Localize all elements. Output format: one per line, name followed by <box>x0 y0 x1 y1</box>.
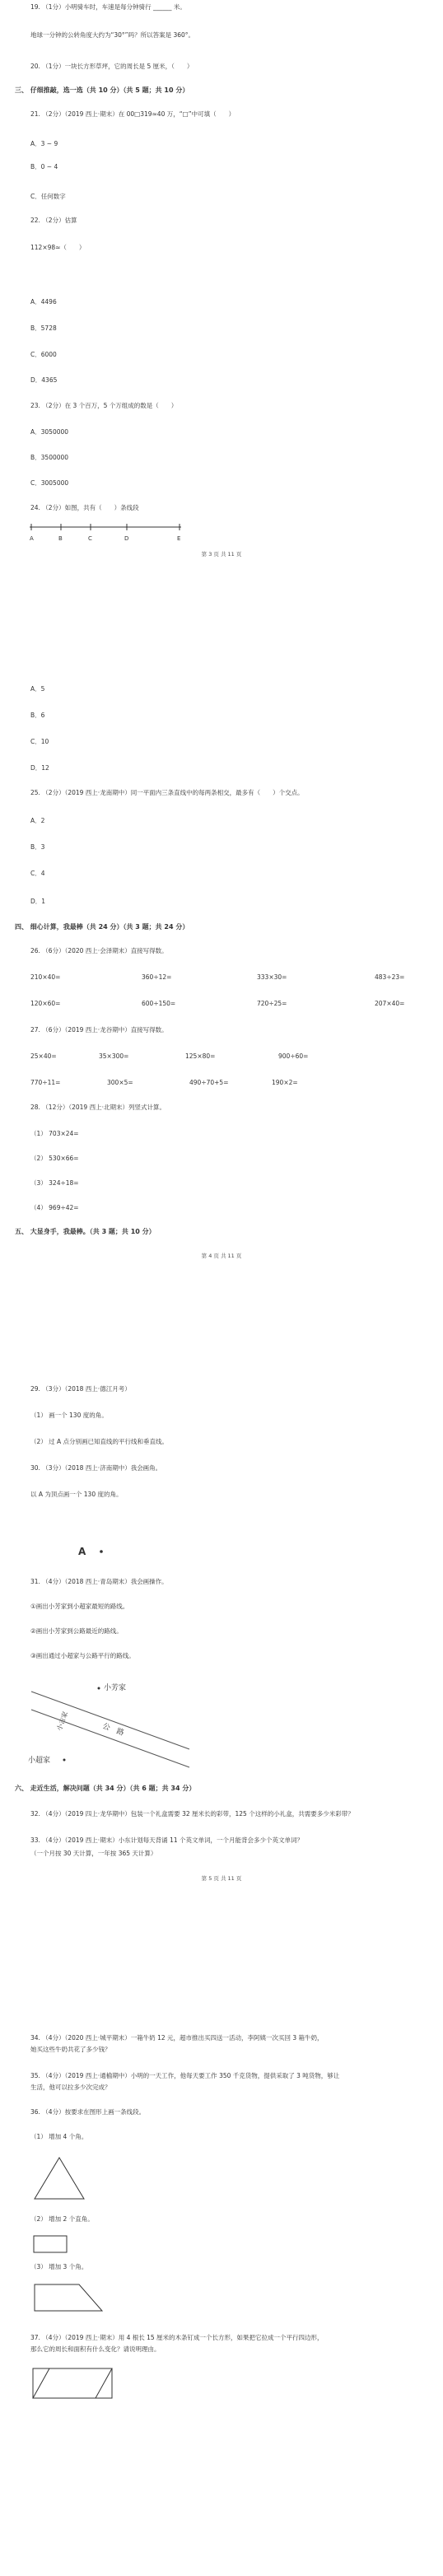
question-29: 29. （3分）（2018 西上·德江月考） <box>30 1385 131 1393</box>
calc-cell: 490÷70+5= <box>189 1079 229 1086</box>
question-27: 27. （6分）（2019 西上·龙谷期中）直接写得数。 <box>30 1026 168 1034</box>
question-25: 25. （2分）（2019 西上·龙南期中）同一平面内三条直线中的每两条相交，最多有（ ）个交点。 <box>30 789 304 796</box>
section-5-heading: 五、 大显身手，我最棒。（共 3 题；共 10 分） <box>15 1228 156 1235</box>
calc-cell: 210×40= <box>30 973 61 981</box>
calc-cell: 190×2= <box>272 1079 298 1086</box>
point-label-a: A <box>30 535 34 542</box>
rectangle-figure <box>33 2235 69 2255</box>
question-19-line-2: 地球一分钟的公转角度大约为“30°”吗？所以答案是 360°。 <box>30 31 195 39</box>
question-37: 37. （4分）（2019 西上·期末）用 4 根长 15 厘米的木条钉成一个长方形，如果把它拉成一个平行四边形， <box>30 2334 324 2341</box>
question-21-option-c: C．任何数字 <box>30 193 66 200</box>
option-b: B．6 <box>30 712 45 719</box>
calc-cell: 207×40= <box>375 1000 405 1007</box>
question-30: 30. （3分）（2018 西上·济南期中）我会画角。 <box>30 1464 162 1472</box>
road-label: 公 路 <box>100 1722 125 1738</box>
question-31-step-3: ③画出通过小超家与公路平行的路线。 <box>30 1652 135 1659</box>
question-31-step-2: ②画出小芳家到公路最近的路线。 <box>30 1627 123 1635</box>
calc-cell: 900÷60= <box>278 1052 309 1060</box>
calc-cell: 25×40= <box>30 1052 57 1060</box>
trapezoid-figure <box>33 2283 104 2312</box>
point-label-d: D <box>124 535 129 542</box>
question-34-line-2: 她买这些牛奶共花了多少钱？ <box>30 2046 111 2053</box>
point-a-dot <box>100 1550 103 1553</box>
question-29-part-2: （2） 过 A 点分别画已知直线的平行线和垂直线。 <box>30 1438 169 1445</box>
question-28-item: （1） 703×24= <box>30 1130 79 1137</box>
calc-cell: 120×60= <box>30 1000 61 1007</box>
question-28-item: （2） 530×66= <box>30 1155 79 1162</box>
question-21-option-b: B．0 ~ 4 <box>30 163 58 170</box>
question-21: 21. （2分）（2019 西上·期末）在 00□319≈40 万，“□”中可填（ ） <box>30 110 235 118</box>
option-c: C．10 <box>30 738 49 745</box>
question-22-expression: 112×98≈（ ） <box>30 244 86 251</box>
question-19: 19. （1分）小明骑车时，车速是每分钟骑行 ______ 米。 <box>30 3 186 11</box>
question-36-part-1: （1） 增加 4 个角。 <box>30 2133 88 2140</box>
question-23-option-c: C．3005000 <box>30 479 69 487</box>
question-23-option-b: B．3500000 <box>30 454 69 461</box>
question-31-step-1: ①画出小芳家到小超家最短的路线。 <box>30 1603 129 1610</box>
calc-cell: 600÷150= <box>142 1000 176 1007</box>
triangle-figure <box>33 2156 86 2200</box>
question-36-part-2: （2） 增加 2 个直角。 <box>30 2215 94 2223</box>
question-22: 22. （2分）估算 <box>30 217 77 224</box>
home-label-xiaofang: 小芳家 <box>104 1684 127 1692</box>
page-footer: 第 5 页 共 11 页 <box>201 1875 242 1882</box>
home-label-xiaoji: 小吉家 <box>55 1710 70 1732</box>
question-28-item: （3） 324÷18= <box>30 1179 79 1187</box>
point-label-c: C <box>88 535 92 542</box>
calc-cell: 333×30= <box>257 973 287 981</box>
road-map-figure <box>28 1677 193 1776</box>
question-25-option-c: C．4 <box>30 870 45 877</box>
page-footer: 第 3 页 共 11 页 <box>201 551 242 558</box>
question-28: 28. （12分）（2019 西上·北期末）列竖式计算。 <box>30 1104 166 1111</box>
question-34: 34. （4分）（2020 西上·城平期末）一箱牛奶 12 元，超市推出买四送一活动，李阿姨一次买回 3 箱牛奶， <box>30 2034 324 2042</box>
calc-cell: 720÷25= <box>257 1000 287 1007</box>
question-35: 35. （4分）（2019 西上·通榆期中）小明的一天工作，他每天要工作 350 千克货物，提供采取了 3 吨货物，够让 <box>30 2072 340 2079</box>
section-3-heading: 三、 仔细推敲，选一选（共 10 分）（共 5 题；共 10 分） <box>15 86 189 94</box>
point-a-figure <box>78 1545 119 1561</box>
question-20: 20. （1分）一块长方形草坪，它的周长是 5 厘米，（ ） <box>30 63 194 70</box>
question-33: 33. （4分）（2019 西上·期末）小东计划每天背诵 11 个英文单词，一个月能背会多少个英文单词？ <box>30 1836 303 1844</box>
page-footer: 第 4 页 共 11 页 <box>201 1253 242 1259</box>
question-29-part-1: （1） 画一个 130 度的角。 <box>30 1412 108 1419</box>
question-21-option-a: A．3 ~ 9 <box>30 140 58 147</box>
question-36-part-3: （3） 增加 3 个角。 <box>30 2263 88 2270</box>
home-label-xiaochao: 小超家 <box>28 1757 51 1765</box>
option-d: D．12 <box>30 764 49 772</box>
calc-cell: 35×300= <box>99 1052 129 1060</box>
question-23: 23. （2分）在 3 个百万，5 个万组成的数是（ ） <box>30 402 178 409</box>
question-31: 31. （4分）（2018 西上·青岛期末）我会画操作。 <box>30 1578 168 1585</box>
point-label-b: B <box>58 535 63 542</box>
question-35-line-2: 生活，他可以拉多少次完成？ <box>30 2084 111 2091</box>
question-23-option-a: A．3050000 <box>30 428 69 436</box>
question-36: 36. （4分）按要求在图形上画一条线段。 <box>30 2108 146 2116</box>
question-24: 24. （2分）如图，共有（ ）条线段 <box>30 504 139 511</box>
question-28-item: （4） 969÷42= <box>30 1204 79 1211</box>
question-30-instruction: 以 A 为顶点画一个 130 度的角。 <box>30 1491 123 1498</box>
question-22-option-c: C．6000 <box>30 351 57 358</box>
question-25-option-b: B．3 <box>30 843 45 851</box>
question-22-option-b: B．5728 <box>30 324 57 332</box>
question-33-line-2: （一个月按 30 天计算，一年按 365 天计算） <box>30 1850 157 1857</box>
option-a: A．5 <box>30 685 45 693</box>
calc-cell: 125×80= <box>185 1052 216 1060</box>
question-25-option-d: D．1 <box>30 898 46 905</box>
section-4-heading: 四、 细心计算，我最棒（共 24 分）（共 3 题；共 24 分） <box>15 923 189 931</box>
calc-cell: 483÷23= <box>375 973 405 981</box>
segment-diagram <box>30 520 186 545</box>
calc-cell: 770÷11= <box>30 1079 61 1086</box>
section-6-heading: 六、 走近生活，解决问题（共 34 分）（共 6 题；共 34 分） <box>15 1785 196 1792</box>
point-a-label: A <box>78 1546 86 1557</box>
question-32: 32. （4分）（2019 四上·龙华期中）包装一个礼盒需要 32 厘米长的彩带，125 个这样的小礼盒，共需要多少米彩带？ <box>30 1810 354 1818</box>
point-label-e: E <box>177 535 181 542</box>
question-37-line-2: 那么它的周长和面积有什么变化？请说明理由。 <box>30 2345 161 2353</box>
calc-cell: 300×5= <box>107 1079 133 1086</box>
rectangle-parallelogram-figure <box>31 2365 117 2401</box>
question-22-option-a: A．4496 <box>30 298 57 306</box>
question-26: 26. （6分）（2020 西上·会泽期末）直接写得数。 <box>30 947 168 954</box>
question-22-option-d: D．4365 <box>30 376 58 384</box>
calc-cell: 360÷12= <box>142 973 172 981</box>
question-25-option-a: A．2 <box>30 817 45 824</box>
